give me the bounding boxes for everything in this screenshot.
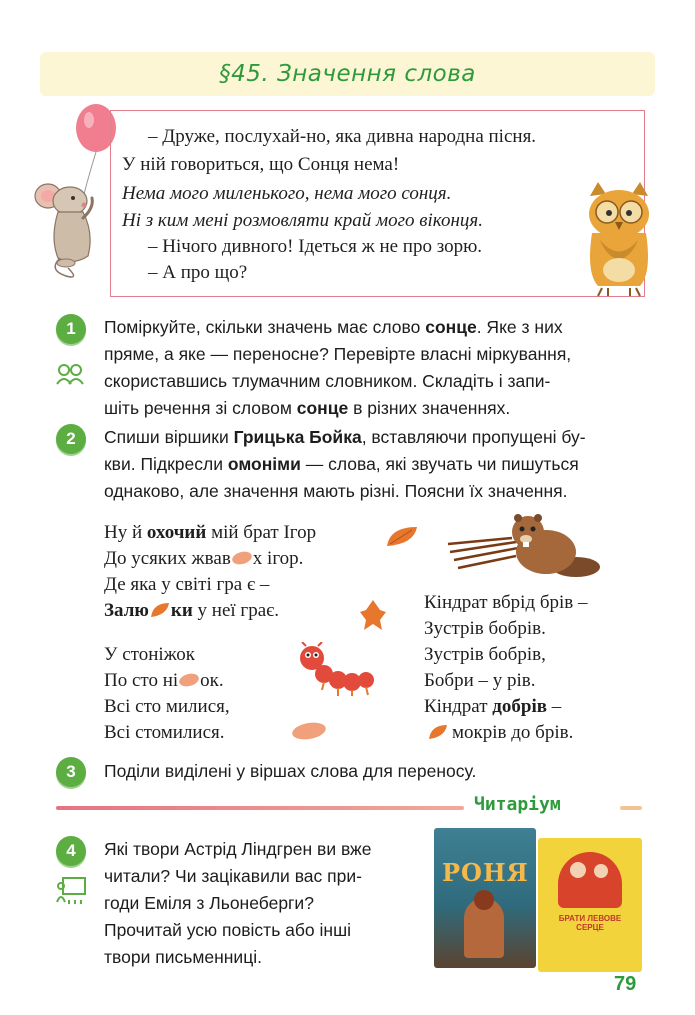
book-cover-lionheart [538, 838, 642, 972]
author-name: Грицька Бойка [233, 427, 362, 447]
task-number-badge: 1 [56, 314, 86, 344]
keyword: сонце [296, 398, 349, 418]
page-number: 79 [614, 973, 637, 995]
title-banner [40, 52, 655, 96]
task-1-text: Поміркуйте, скільки значень має слово сонце. Яке з них пряме, а яке — переносне? Перевірте власні міркування, скориставшись тлумачним словником. Складіть і запи- шіть речення зі словом сонце в різних значеннях. [104, 317, 572, 418]
dialog-verse-line: Нема мого миленького, нема мого сонця. [122, 183, 452, 204]
leaf-icon [178, 671, 200, 689]
owl-illustration [582, 178, 656, 298]
dialog-line: – Нічого дивного! Ідеться ж не про зорю. [148, 236, 483, 257]
mouse-with-balloon-illustration [28, 98, 118, 283]
task-number-badge: 3 [56, 757, 86, 787]
task-2-text: Спиши віршики Грицька Бойка, вставляючи пропущені бу- кви. Підкресли омоніми — слова, які звучать чи пишуться однаково, але значення мають різні. Поясни їх значення. [104, 427, 586, 501]
leaf-icon [424, 723, 452, 741]
leaf-icon [231, 549, 253, 567]
dialog-line: – А про що? [148, 262, 248, 283]
poem-2: У стоніжок По сто ні ок. Всі сто милися, Всі стомилися. [104, 644, 230, 743]
poem-3: Кіндрат вбрід брів – Зустрів бобрів. Зустрів бобрів, Бобри – у рів. Кіндрат добрів – мокрів до брів. [424, 592, 588, 743]
section-divider [620, 806, 642, 810]
dialog-line: – Друже, послухай-но, яка дивна народна пісня. [148, 126, 537, 147]
leaf-icon [358, 598, 388, 634]
keyword: сонце [425, 317, 477, 337]
centipede-illustration [296, 642, 380, 698]
dialog-verse-line: Ні з ким мені розмовляти край мого віконця. [122, 210, 483, 231]
page-title: §45. Значення слова [219, 61, 476, 87]
keyword: омоніми [227, 454, 301, 474]
beaver-illustration [446, 512, 606, 584]
reading-section-label: Читаріум [474, 794, 561, 815]
section-divider [56, 806, 464, 810]
leaf-icon [384, 524, 420, 550]
task-number-badge: 4 [56, 836, 86, 866]
pair-work-icon [55, 362, 85, 386]
book-title: БРАТИ ЛЕВОВЕ СЕРЦЕ [558, 914, 622, 932]
dialog-line: У ній говориться, що Сонця нема! [122, 154, 400, 175]
book-title: РОНЯ [442, 858, 529, 887]
leaf-icon [149, 601, 171, 619]
teacher-board-icon [55, 876, 87, 906]
poem-1: Ну й охочий мій брат Ігор До усяких жвав х ігор. Де яка у світі гра є – Залю ки у неї грає. [104, 522, 317, 621]
leaf-icon [290, 720, 328, 742]
task-number-badge: 2 [56, 424, 86, 454]
task-3-text: Поділи виділені у віршах слова для переносу. [104, 761, 477, 781]
task-4-text: Які твори Астрід Ліндгрен ви вже читали? Чи зацікавили вас при- годи Еміля з Льонеберги? Прочитай усю повість або інші твори письменниці. [104, 839, 372, 967]
book-cover-ronia [434, 828, 536, 968]
